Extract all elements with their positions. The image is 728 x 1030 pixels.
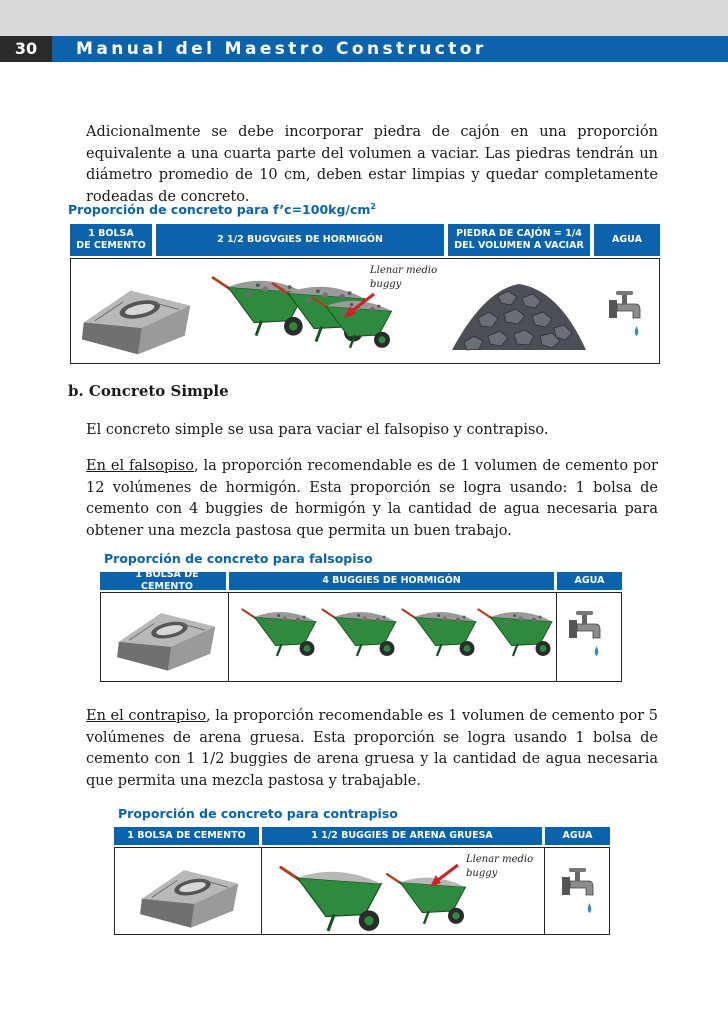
contrapiso-paragraph: En el contrapiso, la proporción recomendable es 1 volumen de cemento por 5 volúmenes de arena gruesa. Esta proporción se logra usando 1 bolsa de cemento con 1 1/2 buggies de arena gruesa y la cantidad de agua necesaria que permita una mezcla pastosa y trabajable. bbox=[86, 708, 658, 789]
table2-caption: Proporción de concreto para falsopiso bbox=[104, 551, 373, 566]
section-b-intro: El concreto simple se usa para vaciar el falsopiso y contrapiso. bbox=[86, 422, 549, 438]
section-b-title: b. Concreto Simple bbox=[68, 382, 229, 400]
falsopiso-paragraph: En el falsopiso, la proporción recomendable es de 1 volumen de cemento por 12 volúmenes de hormigón. Esta proporción se logra usando: 1 bolsa de cemento con 4 buggies de hormigón y la cantidad de agua necesaria para obtener una mezcla pastosa que permita un buen trabajo. bbox=[86, 458, 658, 539]
table1-header-water: AGUA bbox=[594, 224, 660, 256]
table2 bbox=[100, 569, 622, 682]
faucet-icon bbox=[566, 608, 606, 668]
cement-bag-icon bbox=[132, 855, 248, 931]
arrow-icon bbox=[340, 290, 380, 320]
table2-divider bbox=[228, 592, 229, 682]
table2-header-cement: 1 BOLSA DE CEMENTO bbox=[100, 572, 226, 590]
table3-divider bbox=[261, 847, 262, 935]
table3-caption: Proporción de concreto para contrapiso bbox=[118, 806, 398, 821]
table1-header-cement: 1 BOLSA DE CEMENTO bbox=[70, 224, 152, 256]
page-number: 30 bbox=[0, 36, 52, 62]
wheelbarrow-icon bbox=[312, 598, 402, 660]
wheelbarrow-icon bbox=[232, 598, 322, 660]
table1 bbox=[70, 224, 660, 364]
arrow-icon bbox=[426, 861, 462, 889]
table2-header-water: AGUA bbox=[557, 572, 622, 590]
header-title: Manual del Maestro Constructor bbox=[76, 39, 487, 59]
table3-header-sand: 1 1/2 BUGGIES DE ARENA GRUESA bbox=[262, 827, 542, 845]
table3-note: Llenar medio buggy bbox=[466, 854, 534, 879]
intro-paragraph: Adicionalmente se debe incorporar piedra de cajón en una proporción equivalente a una cuarta parte del volumen a vaciar. Las piedras tendrán un diámetro promedio de 10 cm, deben estar limpias y quedar completamente rodeadas de concreto. bbox=[86, 124, 658, 205]
table3-divider bbox=[544, 847, 545, 935]
table1-caption: Proporción de concreto para $f’c=100kg/cm^2$ bbox=[68, 202, 376, 218]
stones-icon bbox=[444, 276, 594, 356]
table3 bbox=[114, 827, 610, 935]
faucet-icon bbox=[559, 865, 599, 925]
cement-bag-icon bbox=[76, 274, 198, 358]
table1-note: Llenar medio buggy bbox=[370, 265, 438, 290]
faucet-icon bbox=[606, 288, 646, 348]
table3-header-water: AGUA bbox=[545, 827, 610, 845]
table3-header-cement: 1 BOLSA DE CEMENTO bbox=[114, 827, 259, 845]
cement-bag-icon bbox=[112, 598, 222, 674]
table2-header-hormigon: 4 BUGGIES DE HORMIGÓN bbox=[229, 572, 554, 590]
wheelbarrow-icon bbox=[468, 598, 558, 660]
table1-header-stone: PIEDRA DE CAJÓN = 1/4 DEL VOLUMEN A VACIAR bbox=[448, 224, 590, 256]
table1-header-hormigon: 2 1/2 BUGVGIES DE HORMIGÓN bbox=[156, 224, 444, 256]
top-band bbox=[0, 0, 728, 36]
sand-wheelbarrow-icon bbox=[266, 853, 390, 935]
